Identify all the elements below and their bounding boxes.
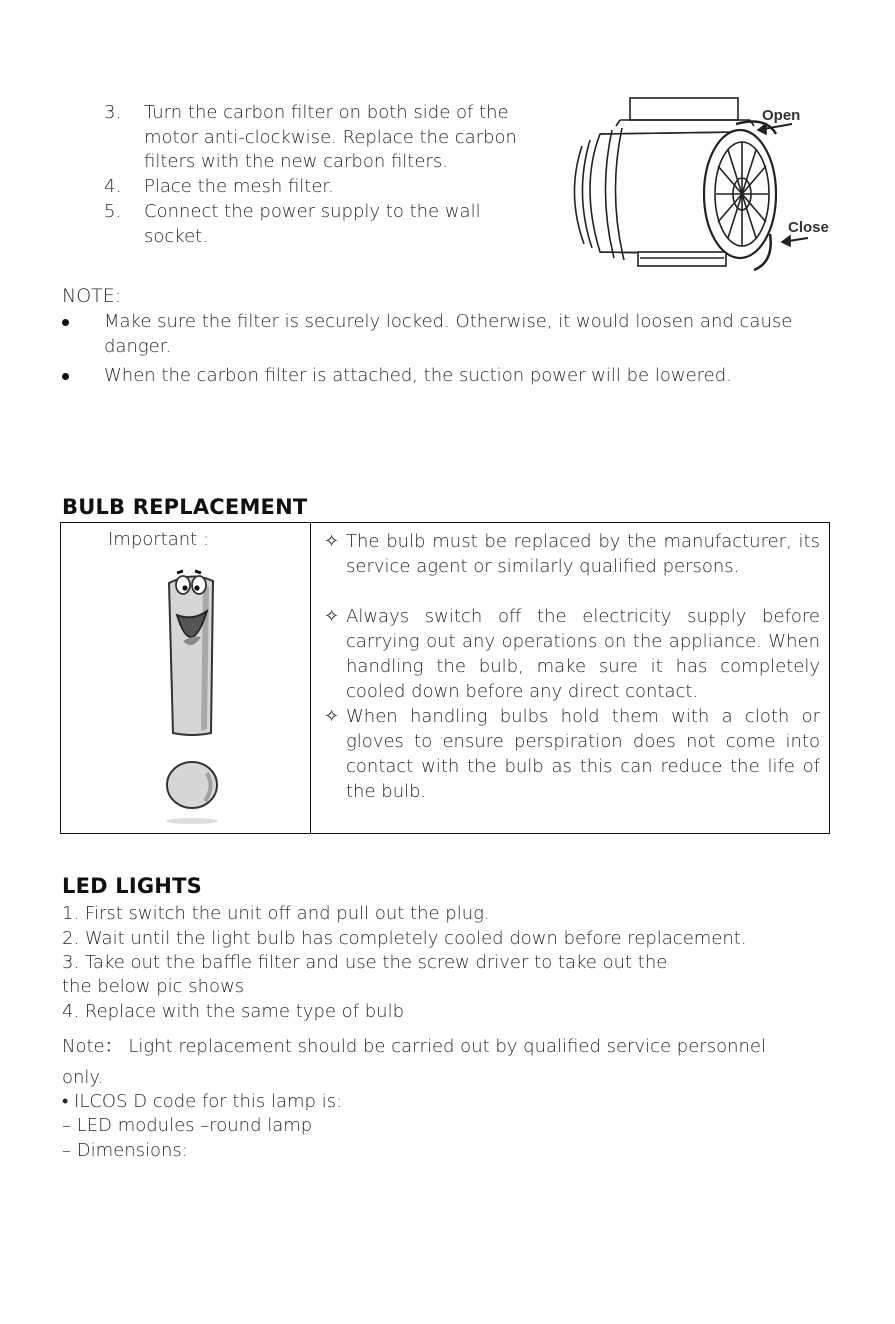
step-3: [104, 101, 544, 175]
led-line: Note： Light replacement should be carried out by qualified service personnel: [62, 1036, 766, 1057]
step-number: 3.: [104, 102, 122, 123]
bullet-icon: [62, 319, 69, 326]
led-lights-title: LED LIGHTS: [62, 874, 202, 898]
led-line: 4. Replace with the same type of bulb: [62, 1001, 404, 1022]
open-label: Open: [762, 107, 801, 124]
close-label: Close: [788, 219, 829, 236]
table-divider: [310, 523, 311, 833]
led-line: • ILCOS D code for this lamp is:: [62, 1091, 343, 1112]
step-5: [104, 200, 504, 249]
note-heading: NOTE:: [62, 285, 122, 307]
bulb-tip: [324, 529, 820, 579]
note-bullet: [62, 310, 832, 359]
step-4: [104, 175, 544, 200]
bulb-tip-text: The bulb must be replaced by the manufacturer, its service agent or similarly qualified persons.: [346, 531, 820, 577]
carbon-filter-figure: [560, 94, 850, 274]
important-label: Important :: [108, 529, 210, 550]
step-number: 4.: [104, 176, 122, 197]
led-line: – LED modules –round lamp: [62, 1115, 313, 1136]
led-line: 1. First switch the unit off and pull out the plug.: [62, 903, 490, 924]
note-bullet: [62, 364, 832, 389]
led-line: 2. Wait until the light bulb has completely cooled down before replacement.: [62, 928, 747, 949]
step-text: Place the mesh filter.: [144, 176, 334, 197]
star-bullet-icon: ✧: [324, 606, 340, 627]
led-line: – Dimensions:: [62, 1140, 188, 1161]
step-text: Turn the carbon filter on both side of the motor anti-clockwise. Replace the carbon filters with the new carbon filters.: [144, 102, 517, 172]
motor-filter-illustration: [560, 94, 850, 274]
bulb-table: [60, 522, 830, 834]
note-bullet-text: When the carbon filter is attached, the suction power will be lowered.: [104, 365, 732, 386]
star-bullet-icon: ✧: [324, 531, 340, 552]
led-line: 3. Take out the baffle filter and use the screw driver to take out the: [62, 952, 668, 973]
star-bullet-icon: ✧: [324, 706, 340, 727]
step-text: Connect the power supply to the wall socket.: [144, 201, 481, 247]
bulb-tips: [324, 529, 820, 804]
bulb-tip: [324, 604, 820, 704]
bulb-tip-text: Always switch off the electricity supply before carrying out any operations on the appliance. When handling the bulb, make sure it has completely cooled down before any direct contact.: [346, 606, 820, 702]
exclamation-mascot-icon: [147, 565, 237, 830]
step-number: 5.: [104, 201, 122, 222]
led-line: only.: [62, 1067, 104, 1088]
bulb-tip-text: When handling bulbs hold them with a cloth or gloves to ensure perspiration does not come into contact with the bulb as this can reduce the life of the bulb.: [346, 706, 820, 802]
led-line: the below pic shows: [62, 976, 245, 997]
bulb-tip: [324, 704, 820, 804]
note-bullet-text: Make sure the filter is securely locked. Otherwise, it would loosen and cause danger.: [104, 311, 793, 357]
bulb-replacement-title: BULB REPLACEMENT: [62, 495, 308, 519]
bullet-icon: [62, 373, 69, 380]
